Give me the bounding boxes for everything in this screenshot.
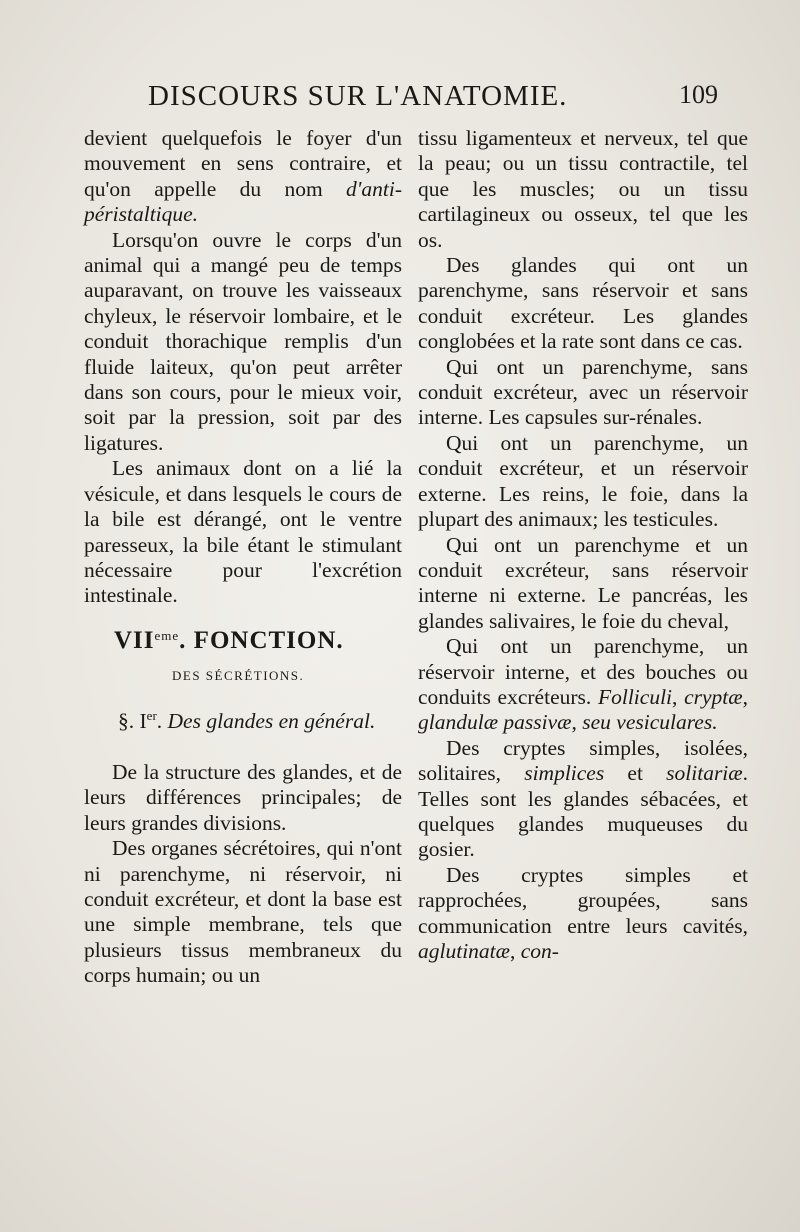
left-column bbox=[84, 126, 402, 989]
page-number: 109 bbox=[679, 80, 718, 109]
paragraph: Qui ont un parenchyme, un réservoir interne, et des bouches ou conduits excréteurs. Folliculi, cryptæ, glandulæ passivæ, seu vesiculares. bbox=[418, 634, 748, 735]
paragraph: Des organes sécrétoires, qui n'ont ni parenchyme, ni réservoir, ni conduit excréteur, et dont la base est une simple membrane, tels que plusieurs tissus membraneux du corps humain; ou un bbox=[84, 836, 402, 988]
chapter-heading: VIIeme. FONCTION. bbox=[114, 626, 344, 654]
paragraph: De la structure des glandes, et de leurs différences principales; de leurs grandes divisions. bbox=[84, 759, 402, 835]
section-title: §. Ier. Des glandes en général. bbox=[118, 707, 376, 733]
paragraph: Qui ont un parenchyme, un conduit excréteur, et un réservoir externe. Les reins, le foie, dans la plupart des animaux; les testicules. bbox=[418, 430, 748, 532]
paragraph: Qui ont un parenchyme et un conduit excréteur, sans réservoir interne ni externe. Le pancréas, les glandes salivaires, le foie du cheval, bbox=[418, 532, 748, 633]
paragraph: Des cryptes simples, isolées, solitaires, simplices et solitariæ. Telles sont les glandes sébacées, et quelques glandes muqueuses du gosier. bbox=[418, 735, 748, 862]
paragraph: Les animaux dont on a lié la vésicule, et dans lesquels le cours de la bile est dérangé, ont le ventre paresseux, la bile étant le stimulant nécessaire pour l'excrétion intestinale. bbox=[84, 456, 402, 608]
paragraph: Lorsqu'on ouvre le corps d'un animal qui a mangé peu de temps auparavant, on trouve les vaisseaux chyleux, le réservoir lombaire, et le conduit thorachique remplis d'un fluide laiteux, qu'on peut arrêter dans son cours, pour le mieux voir, soit par la pression, soit par des ligatures. bbox=[84, 227, 402, 455]
paragraph: tissu ligamenteux et nerveux, tel que la peau; ou un tissu contractile, tel que les muscles; ou un tissu cartilagineux ou osseux, tel que les os. bbox=[418, 126, 748, 252]
chapter-subheading: DES SÉCRÉTIONS. bbox=[172, 668, 305, 684]
paragraph: Des glandes qui ont un parenchyme, sans réservoir et sans conduit excréteur. Les glandes conglobées et la rate sont dans ce cas. bbox=[418, 253, 748, 354]
right-column bbox=[418, 126, 748, 964]
page-header bbox=[148, 80, 718, 120]
paragraph: Des cryptes simples et rapprochées, groupées, sans communication entre leurs cavités, aglutinatæ, con- bbox=[418, 862, 748, 963]
paragraph: Qui ont un parenchyme, sans conduit excréteur, avec un réservoir interne. Les capsules sur-rénales. bbox=[418, 354, 748, 430]
running-title: DISCOURS SUR L'ANATOMIE. bbox=[148, 80, 568, 112]
paragraph: devient quelquefois le foyer d'un mouvement en sens contraire, et qu'on appelle du nom d'anti-péristaltique. bbox=[84, 126, 402, 227]
